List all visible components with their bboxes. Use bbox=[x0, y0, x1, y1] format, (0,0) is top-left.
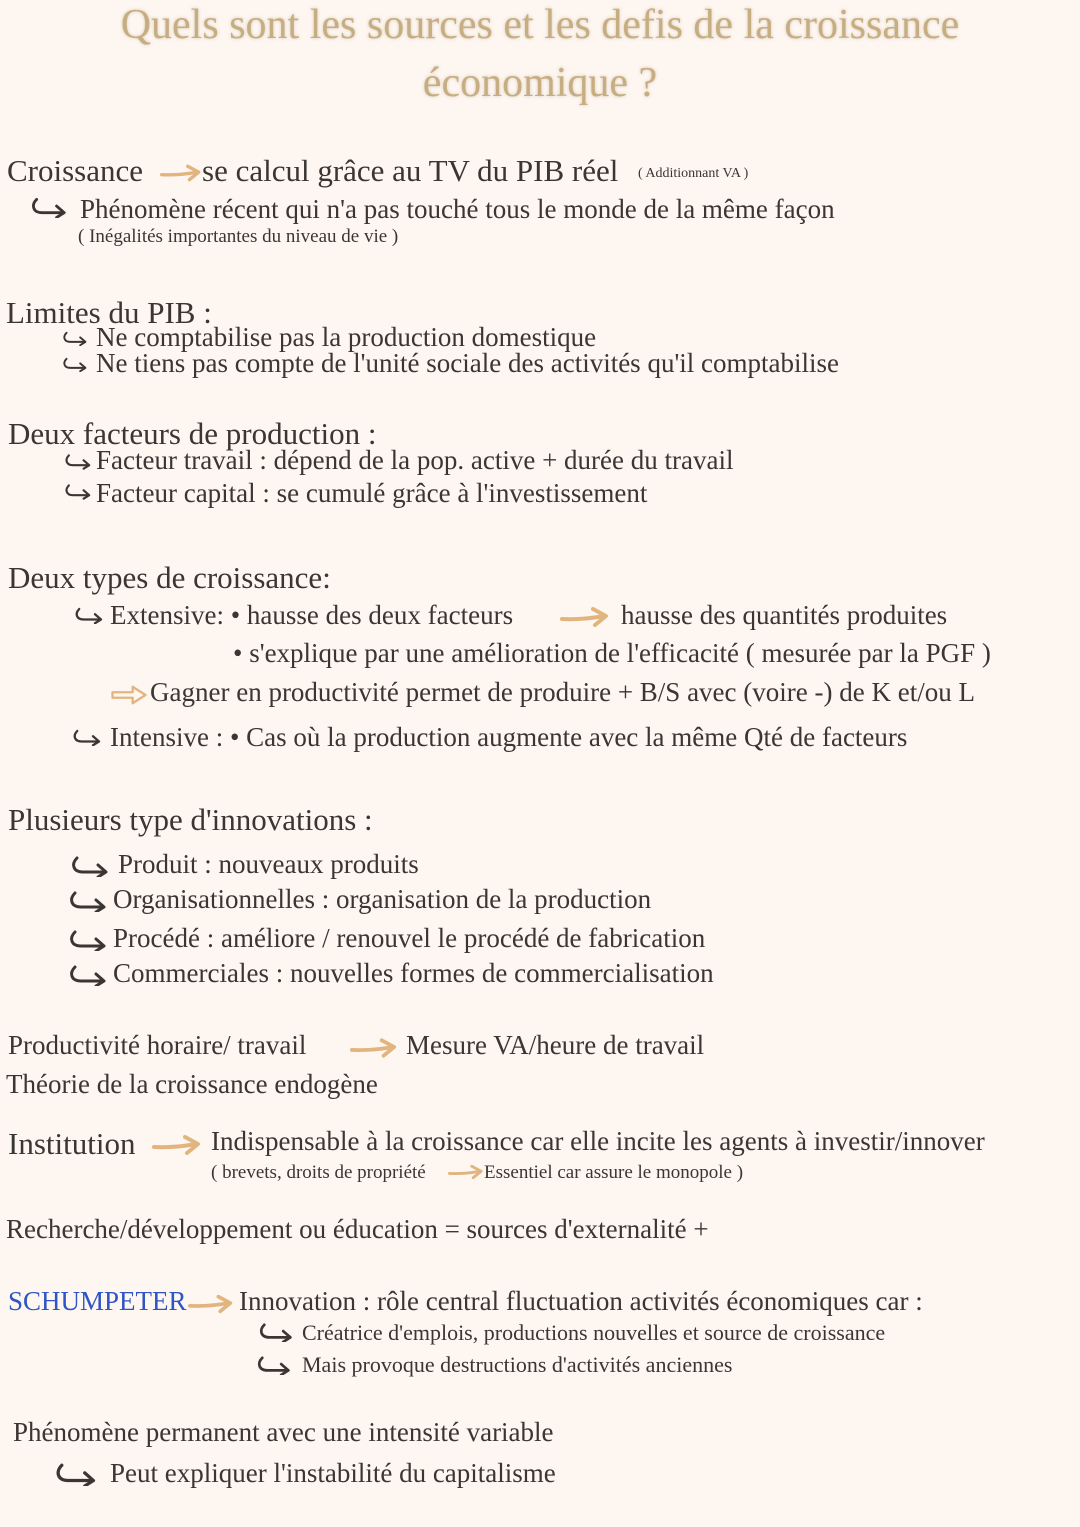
institution-definition: Indispensable à la croissance car elle incite les agents à investir/innover bbox=[211, 1126, 985, 1156]
types-heading: Deux types de croissance: bbox=[8, 560, 331, 595]
extensive-bullet: • s'explique par une amélioration de l'efficacité ( mesurée par la PGF ) bbox=[233, 638, 991, 668]
institution-term: Institution bbox=[8, 1126, 136, 1161]
limites-item: Ne comptabilise pas la production domestique bbox=[96, 322, 597, 352]
arrow-right-icon bbox=[152, 1135, 202, 1155]
hook-arrow-icon bbox=[64, 452, 92, 470]
innovation-item: Procédé : améliore / renouvel le procédé de fabrication bbox=[113, 923, 706, 953]
schumpeter-name: SCHUMPETER bbox=[8, 1286, 187, 1316]
arrow-right-icon bbox=[560, 607, 610, 627]
innovation-item: Produit : nouveaux produits bbox=[118, 849, 419, 879]
institution-note-left: ( brevets, droits de propriété bbox=[211, 1162, 426, 1183]
hook-arrow-icon bbox=[258, 1322, 294, 1342]
limites-item: Ne tiens pas compte de l'unité sociale des activités qu'il comptabilise bbox=[96, 348, 840, 378]
hook-arrow-icon bbox=[68, 890, 108, 912]
innovations-heading: Plusieurs type d'innovations : bbox=[8, 802, 373, 837]
limites-heading: Limites du PIB : bbox=[6, 295, 212, 330]
hook-arrow-icon bbox=[68, 929, 108, 951]
productivity-gain: Gagner en productivité permet de produire + B/S avec (voire -) de K et/ou L bbox=[150, 677, 975, 707]
hook-arrow-icon bbox=[70, 855, 110, 877]
croissance-definition: se calcul grâce au TV du PIB réel bbox=[202, 153, 619, 188]
final-sub: Peut expliquer l'instabilité du capitalisme bbox=[110, 1458, 556, 1488]
final-line: Phénomène permanent avec une intensité variable bbox=[13, 1417, 554, 1447]
hook-arrow-icon bbox=[68, 964, 108, 986]
facteurs-heading: Deux facteurs de production : bbox=[8, 416, 377, 451]
schumpeter-definition: Innovation : rôle central fluctuation activités économiques car : bbox=[239, 1286, 923, 1316]
hook-arrow-icon bbox=[74, 606, 104, 624]
facteur-capital: Facteur capital : se cumulé grâce à l'investissement bbox=[96, 478, 648, 508]
recherche-line: Recherche/développement ou éducation = sources d'externalité + bbox=[6, 1214, 709, 1244]
croissance-endogene: Théorie de la croissance endogène bbox=[6, 1069, 378, 1099]
hook-arrow-icon bbox=[62, 356, 88, 372]
innovation-item: Organisationnelles : organisation de la production bbox=[113, 884, 652, 914]
hook-arrow-icon bbox=[64, 482, 92, 500]
schumpeter-item: Créatrice d'emplois, productions nouvelles et source de croissance bbox=[302, 1320, 886, 1345]
hook-arrow-icon bbox=[54, 1462, 98, 1486]
croissance-sub-note: ( Inégalités importantes du niveau de vie ) bbox=[78, 226, 399, 247]
croissance-sub: Phénomène récent qui n'a pas touché tous le monde de la même façon bbox=[80, 194, 835, 224]
hook-arrow-icon bbox=[72, 728, 102, 746]
extensive-left: Extensive: • hausse des deux facteurs bbox=[110, 600, 514, 630]
hook-arrow-icon bbox=[62, 330, 88, 346]
arrow-right-icon bbox=[188, 1294, 234, 1314]
croissance-term: Croissance bbox=[7, 153, 144, 188]
productivite-right: Mesure VA/heure de travail bbox=[406, 1030, 705, 1060]
extensive-right: hausse des quantités produites bbox=[621, 600, 948, 630]
arrow-right-icon bbox=[448, 1164, 484, 1180]
productivite-left: Productivité horaire/ travail bbox=[8, 1030, 307, 1060]
innovation-item: Commerciales : nouvelles formes de commercialisation bbox=[113, 958, 714, 988]
institution-note-right: Essentiel car assure le monopole ) bbox=[484, 1162, 744, 1183]
hook-arrow-icon bbox=[30, 196, 68, 218]
page-title-line1: Quels sont les sources et les defis de la croissance bbox=[120, 2, 960, 48]
outline-arrow-icon bbox=[110, 684, 148, 706]
intensive-line: Intensive : • Cas où la production augmente avec la même Qté de facteurs bbox=[110, 722, 908, 752]
croissance-note: ( Additionnant VA ) bbox=[638, 166, 749, 181]
facteur-travail: Facteur travail : dépend de la pop. active + durée du travail bbox=[96, 445, 734, 475]
page-title-line2: économique ? bbox=[422, 60, 658, 106]
schumpeter-item: Mais provoque destructions d'activités anciennes bbox=[302, 1352, 733, 1377]
arrow-right-icon bbox=[350, 1038, 398, 1058]
arrow-right-icon bbox=[160, 163, 202, 183]
hook-arrow-icon bbox=[256, 1355, 292, 1375]
